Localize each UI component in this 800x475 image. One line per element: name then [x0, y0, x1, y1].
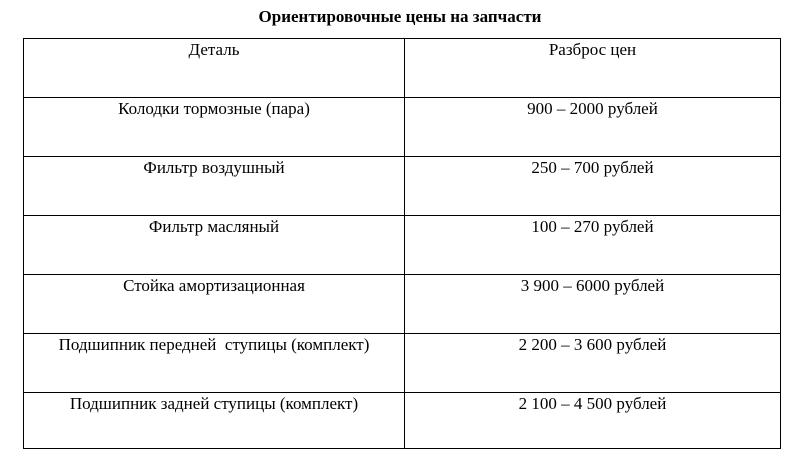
table-row — [24, 393, 781, 449]
part-cell: Колодки тормозные (пара) — [24, 98, 405, 157]
part-cell: Подшипник передней ступицы (комплект) — [24, 334, 405, 393]
price-cell: 3 900 – 6000 рублей — [405, 275, 781, 334]
header-price-range: Разброс цен — [405, 39, 781, 98]
price-cell: 2 100 – 4 500 рублей — [405, 393, 781, 449]
price-cell: 250 – 700 рублей — [405, 157, 781, 216]
part-cell: Фильтр масляный — [24, 216, 405, 275]
price-table — [23, 38, 781, 449]
document-title: Ориентировочные цены на запчасти — [258, 7, 542, 26]
price-cell: 100 – 270 рублей — [405, 216, 781, 275]
table-row — [24, 216, 781, 275]
header-part: Деталь — [24, 39, 405, 98]
part-cell: Подшипник задней ступицы (комплект) — [24, 393, 405, 449]
part-cell: Стойка амортизационная — [24, 275, 405, 334]
table-row — [24, 275, 781, 334]
table-header-row — [24, 39, 781, 98]
table-row — [24, 98, 781, 157]
part-cell: Фильтр воздушный — [24, 157, 405, 216]
price-cell: 900 – 2000 рублей — [405, 98, 781, 157]
price-cell: 2 200 – 3 600 рублей — [405, 334, 781, 393]
table-row — [24, 157, 781, 216]
table-row — [24, 334, 781, 393]
